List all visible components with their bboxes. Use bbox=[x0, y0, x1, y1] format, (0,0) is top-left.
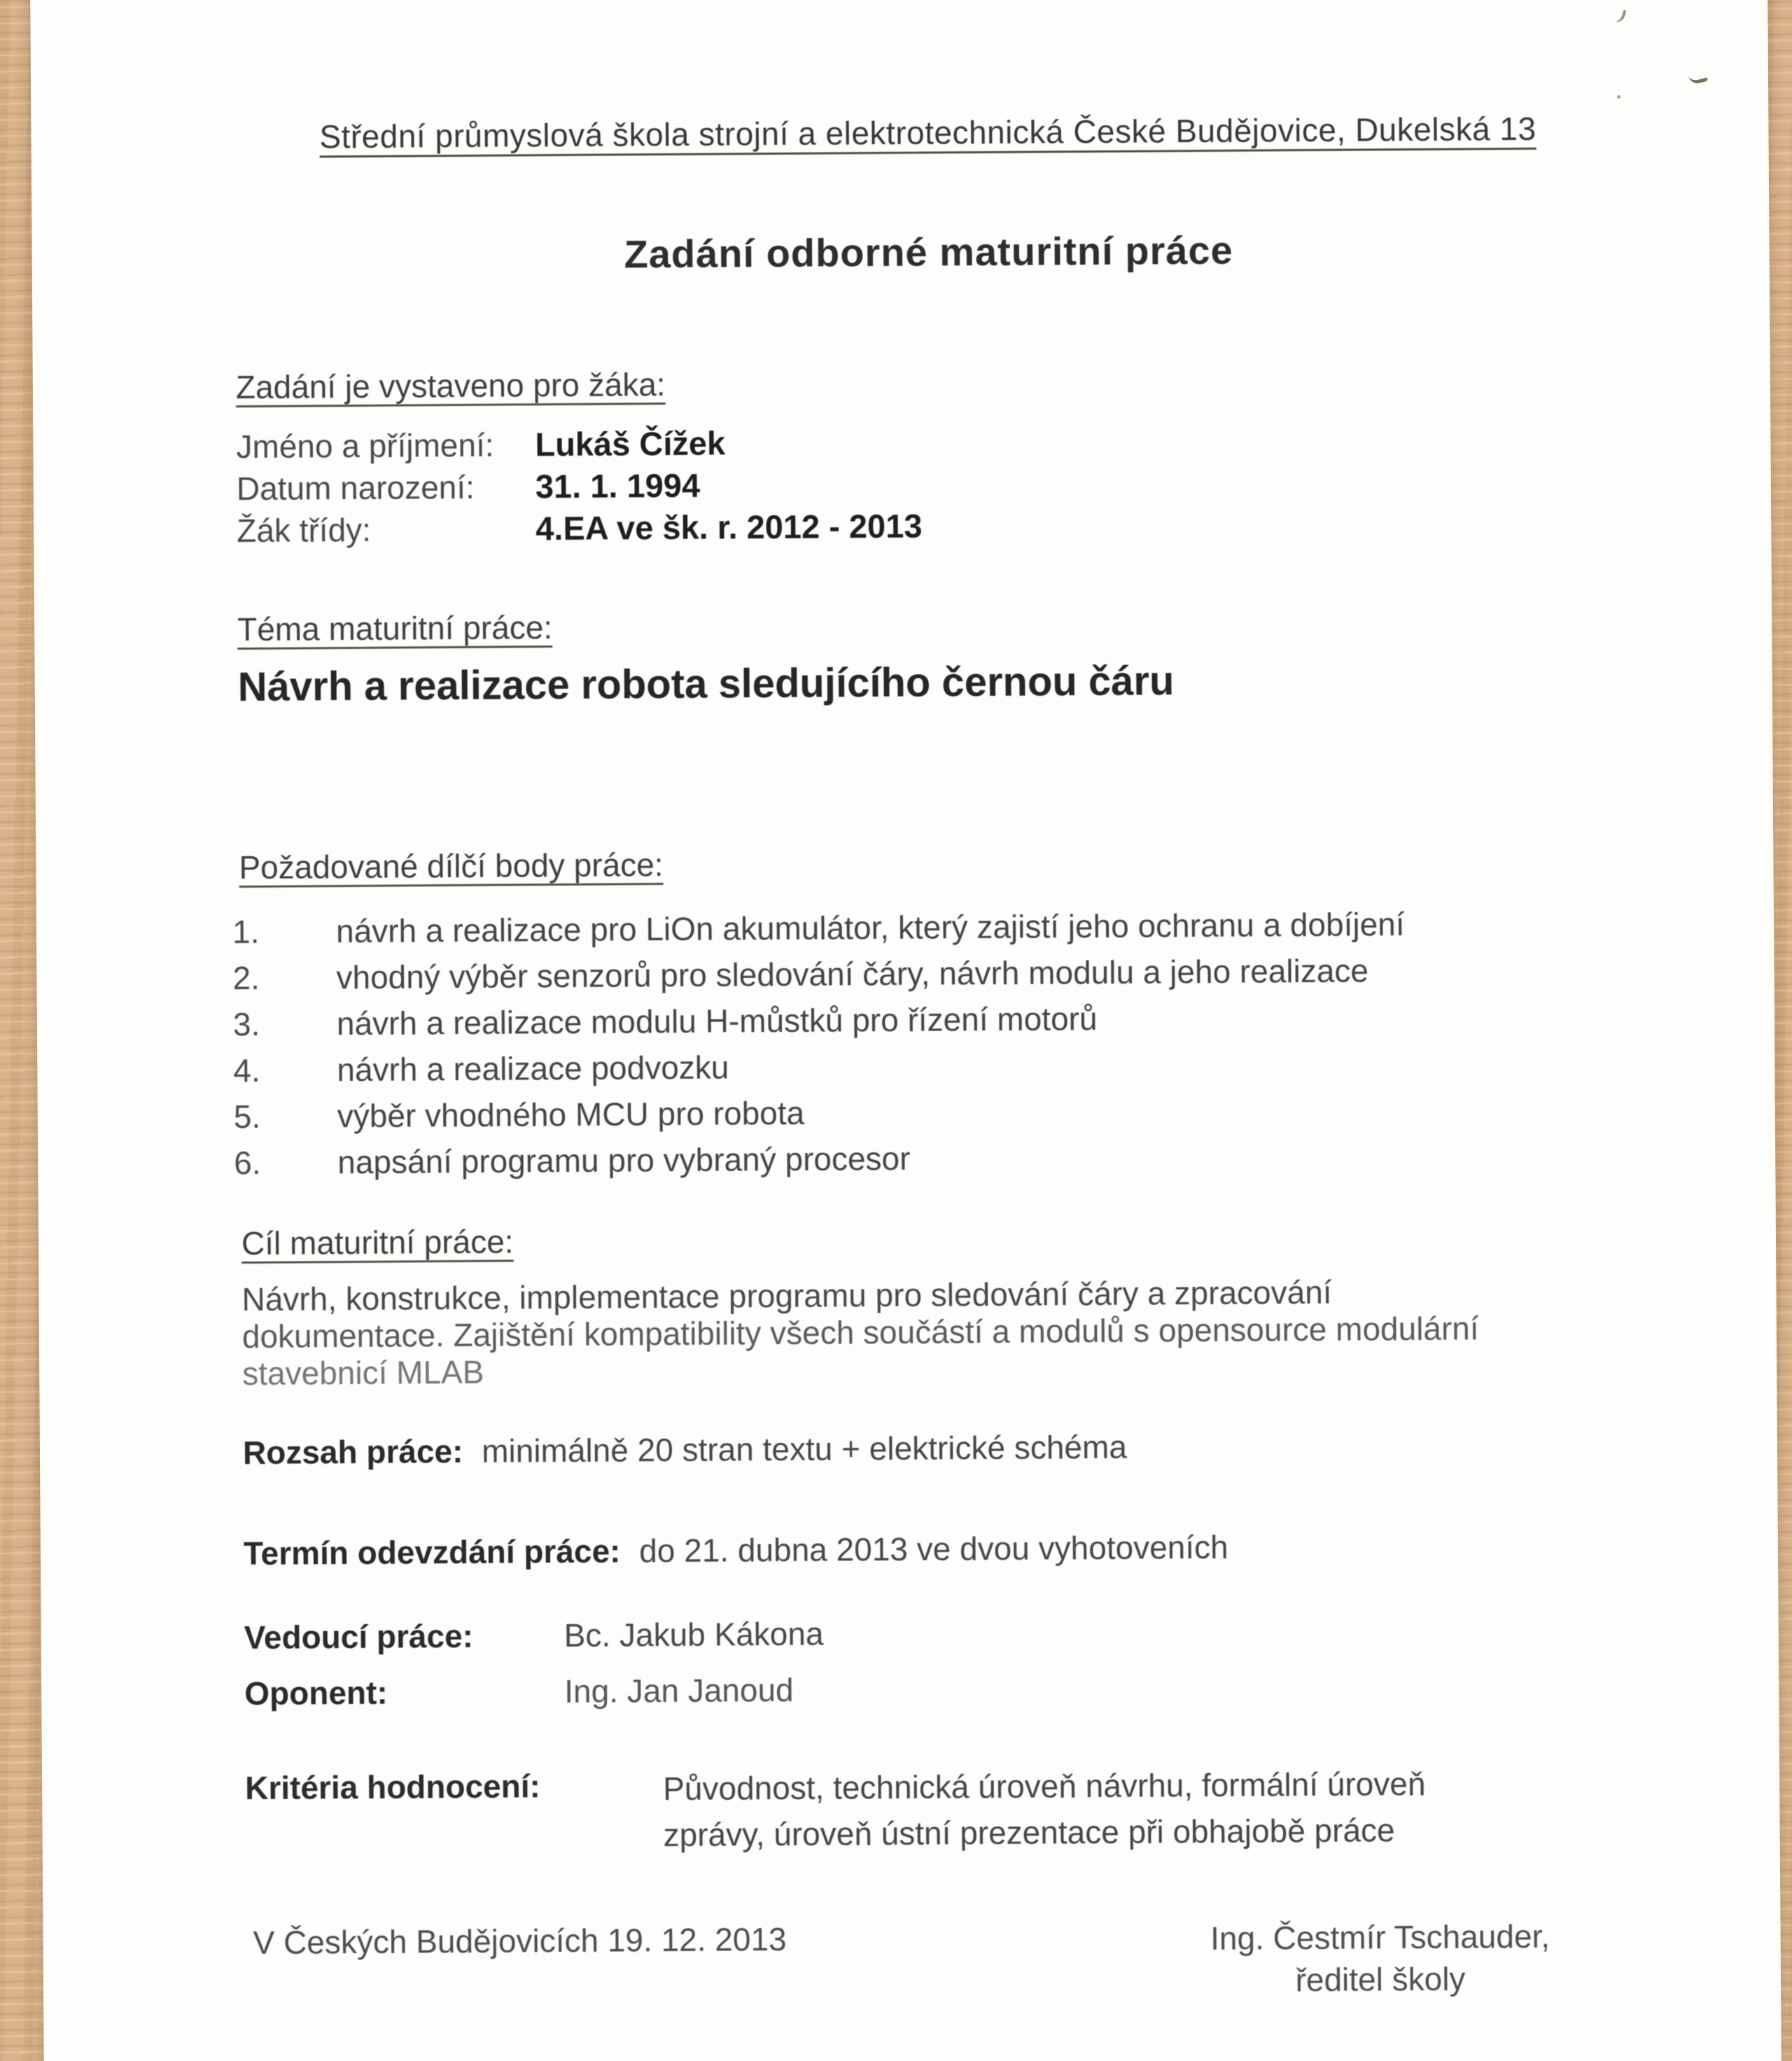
field-label-name: Jméno a příjmení: bbox=[236, 426, 494, 466]
field-value-birthdate: 31. 1. 1994 bbox=[535, 466, 701, 505]
criteria-label: Kritéria hodnocení: bbox=[244, 1768, 541, 1807]
list-item-number: 4. bbox=[233, 1052, 260, 1089]
list-item-text: napsání programu pro vybraný procesor bbox=[337, 1140, 911, 1181]
supervisor-value: Bc. Jakub Kákona bbox=[564, 1615, 824, 1654]
list-item-text: návrh a realizace podvozku bbox=[337, 1049, 729, 1089]
list-item-number: 2. bbox=[232, 959, 260, 997]
list-item-number: 3. bbox=[232, 1005, 260, 1043]
list-item-text: návrh a realizace pro LiOn akumulátor, který zajistí jeho ochranu a dobíjení bbox=[335, 906, 1405, 950]
list-item bbox=[232, 947, 1405, 1001]
place-and-date: V Českých Budějovicích 19. 12. 2013 bbox=[253, 1920, 787, 1961]
list-item-text: návrh a realizace modulu H-můstků pro řízení motorů bbox=[336, 1000, 1098, 1042]
list-item-text: výběr vhodného MCU pro robota bbox=[337, 1094, 805, 1135]
scope-value: minimálně 20 stran textu + elektrické schéma bbox=[482, 1428, 1128, 1469]
section-heading-theme: Téma maturitní práce: bbox=[237, 609, 553, 648]
list-item bbox=[233, 993, 1406, 1047]
document-content bbox=[30, 0, 1782, 2061]
list-item bbox=[234, 1086, 1406, 1140]
criteria-row bbox=[245, 1761, 1426, 1861]
list-item-number: 1. bbox=[232, 913, 260, 951]
school-header: Střední průmyslová škola strojní a elektrotechnická České Budějovice, Dukelská 13 bbox=[319, 110, 1536, 155]
criteria-value bbox=[663, 1761, 1426, 1858]
scope-label: Rozsah práce: bbox=[242, 1432, 463, 1472]
section-heading-goal: Cíl maturitní práce: bbox=[241, 1223, 514, 1262]
goal-paragraph bbox=[241, 1273, 1479, 1392]
goal-paragraph-line: stavebnicí MLAB bbox=[242, 1353, 484, 1392]
requirements-list bbox=[232, 901, 1406, 1186]
field-label-birthdate: Datum narození: bbox=[236, 468, 475, 508]
criteria-value-line: zprávy, úroveň ústní prezentace při obhajobě práce bbox=[663, 1812, 1395, 1854]
supervisor-row bbox=[244, 1615, 824, 1656]
list-item bbox=[234, 1132, 1406, 1186]
supervisor-label: Vedoucí práce: bbox=[244, 1617, 474, 1656]
section-heading-requirements: Požadované dílčí body práce: bbox=[239, 846, 664, 886]
field-row-name bbox=[236, 421, 922, 468]
field-row-birthdate bbox=[237, 463, 923, 510]
list-item-number: 5. bbox=[233, 1098, 261, 1136]
field-label-class: Žák třídy: bbox=[237, 511, 372, 550]
opponent-row bbox=[244, 1671, 794, 1712]
list-item-number: 6. bbox=[234, 1144, 261, 1182]
document-title: Zadání odborné maturitní práce bbox=[624, 228, 1233, 277]
signature-name: Ing. Čestmír Tschauder, bbox=[1210, 1917, 1550, 1957]
paper-sheet bbox=[30, 0, 1782, 2061]
scope-row bbox=[243, 1428, 1127, 1472]
signature-role: ředitel školy bbox=[1295, 1960, 1466, 1999]
goal-paragraph-line: Návrh, konstrukce, implementace programu pro sledování čáry a zpracování bbox=[241, 1273, 1332, 1318]
deadline-row bbox=[244, 1528, 1228, 1572]
opponent-label: Oponent: bbox=[244, 1674, 388, 1712]
field-value-name: Lukáš Čížek bbox=[535, 424, 726, 463]
goal-paragraph-line: dokumentace. Zajištění kompatibility všech součástí a modulů s opensource modulární bbox=[241, 1310, 1479, 1355]
student-info-block bbox=[236, 421, 922, 552]
deadline-value: do 21. dubna 2013 ve dvou vyhotoveních bbox=[639, 1528, 1228, 1570]
signature-block bbox=[1177, 1915, 1583, 2001]
list-item-text: vhodný výběr senzorů pro sledování čáry, návrh modulu a jeho realizace bbox=[336, 952, 1369, 996]
list-item bbox=[232, 901, 1405, 955]
opponent-value: Ing. Jan Janoud bbox=[564, 1671, 794, 1710]
thesis-theme-title: Návrh a realizace robota sledujícího černou čáru bbox=[237, 658, 1175, 711]
field-value-class: 4.EA ve šk. r. 2012 - 2013 bbox=[536, 507, 923, 547]
list-item bbox=[233, 1040, 1406, 1094]
criteria-value-line: Původnost, technická úroveň návrhu, formální úroveň bbox=[663, 1765, 1426, 1808]
field-row-class bbox=[237, 505, 923, 552]
section-heading-student: Zadání je vystaveno pro žáka: bbox=[235, 365, 666, 406]
deadline-label: Termín odevzdání práce: bbox=[243, 1532, 621, 1572]
